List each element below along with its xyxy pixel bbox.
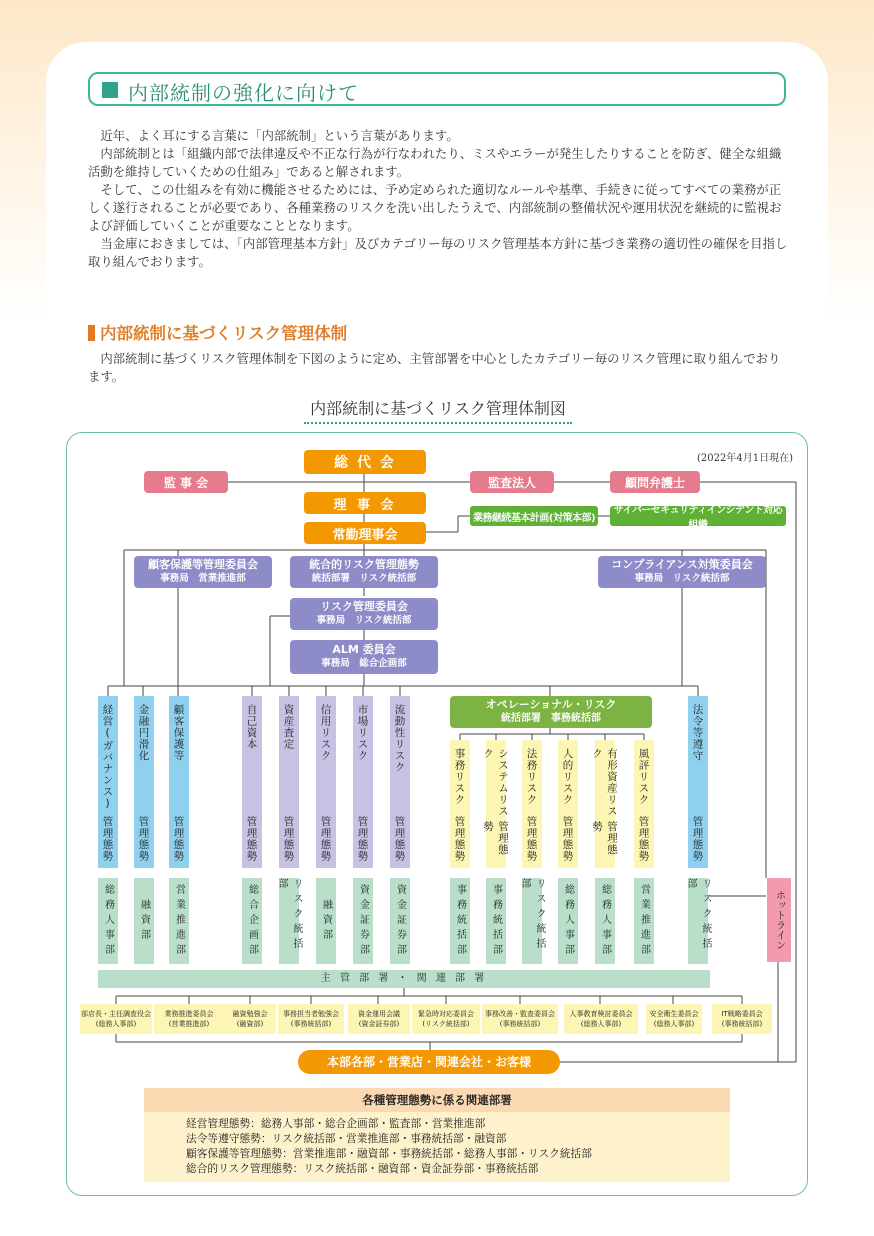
risk-column-title: 法務リスク bbox=[525, 748, 538, 806]
committee-dept: (営業推進部) bbox=[168, 1020, 210, 1028]
intro-paragraph-4: 当金庫におきましては、「内部管理基本方針」及びカテゴリー毎のリスク管理基本方針に基づき業務の適切性の確保を目指し取り組んでおります。 bbox=[88, 236, 788, 269]
kokyaku-iinkai-box bbox=[134, 556, 272, 588]
committee-dept: (総務人事部) bbox=[580, 1020, 622, 1028]
committee-name: 人事教育検討委員会 bbox=[569, 1010, 633, 1018]
committee-name: 融資勉強会 bbox=[232, 1010, 268, 1018]
risk-column-title: 市場リスク bbox=[356, 704, 369, 762]
dept-box-4: 総合企画部 bbox=[242, 878, 262, 964]
kokyaku-iinkai-name: 顧客保護等管理委員会 bbox=[148, 558, 258, 571]
risk-column-label: 管理態勢 bbox=[453, 816, 466, 862]
dept-box-6: 融資部 bbox=[316, 878, 336, 964]
dept-box-11: リスク統括部 bbox=[522, 878, 542, 964]
dept-box-13: 総務人事部 bbox=[595, 878, 615, 964]
dept-box-14: 営業推進部 bbox=[634, 878, 654, 964]
risk-column-15 bbox=[688, 696, 708, 868]
risk-column-9 bbox=[450, 740, 470, 868]
risk-column-4 bbox=[242, 696, 262, 868]
committee-dept: (事務統括部) bbox=[499, 1020, 541, 1028]
risk-column-title: 有形資産リスク bbox=[591, 748, 618, 817]
committee-box-9 bbox=[646, 1004, 702, 1034]
operational-risk-box bbox=[450, 696, 652, 728]
risk-iinkai-box bbox=[290, 598, 438, 630]
risk-column-title: 風評リスク bbox=[637, 748, 650, 806]
diagram-date: (2022年4月1日現在) bbox=[697, 453, 793, 464]
committee-name: 資金運用会議 bbox=[358, 1010, 400, 1018]
gyomu-keizoku-box: 業務継続基本計画(対策本部) bbox=[470, 506, 598, 526]
risk-column-title: 自己資本 bbox=[245, 704, 258, 750]
risk-column-label: 管理態勢 bbox=[172, 816, 185, 862]
risk-column-5 bbox=[279, 696, 299, 868]
risk-column-label: 管理態勢 bbox=[319, 816, 332, 862]
dept-box-8: 資金証券部 bbox=[390, 878, 410, 964]
risk-column-label: 管理態勢 bbox=[282, 816, 295, 862]
risk-column-label: 管理態勢 bbox=[691, 816, 704, 862]
risk-column-title: 信用リスク bbox=[319, 704, 332, 762]
committee-name: 事務改善・監査委員会 bbox=[485, 1010, 555, 1018]
risk-column-title: 人的リスク bbox=[561, 748, 574, 806]
related-line-3: 顧客保護等管理態勢：営業推進部・融資部・事務統括部・総務人事部・リスク統括部 bbox=[186, 1147, 592, 1160]
komon-box: 顧問弁護士 bbox=[610, 471, 700, 493]
dept-box-9: 事務統括部 bbox=[450, 878, 470, 964]
risk-column-label: 管理態勢 bbox=[591, 820, 618, 856]
committee-dept: (事務統括部) bbox=[721, 1020, 763, 1028]
risk-column-11 bbox=[522, 740, 542, 868]
dept-box-1: 総務人事部 bbox=[98, 878, 118, 964]
committee-box-7 bbox=[482, 1004, 558, 1034]
committee-box-3 bbox=[224, 1004, 276, 1034]
risk-column-label: 管理態勢 bbox=[137, 816, 150, 862]
related-line-1: 経営管理態勢：総務人事部・総合企画部・監査部・営業推進部 bbox=[186, 1117, 486, 1130]
committee-box-5 bbox=[348, 1004, 410, 1034]
committee-name: 部店長・主任調査役会 bbox=[81, 1010, 151, 1018]
section2-paragraph: 内部統制に基づくリスク管理体制を下図のように定め、主管部署を中心としたカテゴリー毎のリスク管理に取り組んでおります。 bbox=[88, 351, 781, 384]
dept-box-3: 営業推進部 bbox=[169, 878, 189, 964]
cyber-box: サイバーセキュリティインシデント対応組織 bbox=[610, 506, 786, 526]
committee-dept: (総務人事部) bbox=[653, 1020, 695, 1028]
committee-dept: (融資部) bbox=[236, 1020, 264, 1028]
dept-box-12: 総務人事部 bbox=[558, 878, 578, 964]
risk-iinkai-sub: 事務局 リスク統括部 bbox=[316, 615, 412, 626]
risk-column-label: 管理態勢 bbox=[356, 816, 369, 862]
committee-dept: (資金証券部) bbox=[358, 1020, 400, 1028]
committee-name: 緊急時対応委員会 bbox=[418, 1010, 474, 1018]
alm-name: ALM 委員会 bbox=[332, 643, 396, 656]
dept-box-15: リスク統括部 bbox=[688, 878, 708, 964]
risk-column-title: 事務リスク bbox=[453, 748, 466, 806]
dept-box-5: リスク統括部 bbox=[279, 878, 299, 964]
related-line-4: 総合的リスク管理態勢：リスク統括部・融資部・資金証券部・事務統括部 bbox=[186, 1162, 539, 1175]
committee-dept: (事務統括部) bbox=[290, 1020, 332, 1028]
committee-box-8 bbox=[564, 1004, 638, 1034]
committee-box-6 bbox=[412, 1004, 480, 1034]
bottom-box: 本部各部・営業店・関連会社・お客様 bbox=[298, 1050, 560, 1074]
compliance-name: コンプライアンス対策委員会 bbox=[611, 558, 753, 571]
operational-name: オペレーショナル・リスク bbox=[485, 698, 617, 711]
page-title: 内部統制の強化に向けて bbox=[128, 81, 359, 105]
risk-column-title: 経営(ガバナンス) bbox=[101, 704, 114, 811]
risk-column-title: 流動性リスク bbox=[393, 704, 406, 773]
risk-column-14 bbox=[634, 740, 654, 868]
intro-paragraph-1: 近年、よく耳にする言葉に「内部統制」という言葉があります。 bbox=[100, 128, 459, 143]
risk-column-title: システムリスク bbox=[482, 748, 509, 817]
committee-box-1 bbox=[80, 1004, 152, 1034]
risk-column-12 bbox=[558, 740, 578, 868]
compliance-box bbox=[598, 556, 766, 588]
risk-column-13 bbox=[591, 740, 618, 868]
risk-column-label: 管理態勢 bbox=[393, 816, 406, 862]
committee-name: 業務推進委員会 bbox=[164, 1010, 214, 1018]
related-line-2: 法令等遵守態勢：リスク統括部・営業推進部・事務統括部・融資部 bbox=[186, 1132, 507, 1145]
risk-column-title: 金融円滑化 bbox=[137, 704, 150, 762]
togo-risk-sub: 統括部署 リスク統括部 bbox=[311, 573, 417, 584]
operational-sub: 統括部署 事務統括部 bbox=[501, 713, 601, 724]
committee-box-4 bbox=[278, 1004, 344, 1034]
dept-box-2: 融資部 bbox=[134, 878, 154, 964]
diagram-title: 内部統制に基づくリスク管理体制図 bbox=[304, 396, 572, 424]
risk-column-10 bbox=[482, 740, 509, 868]
dept-box-7: 資金証券部 bbox=[353, 878, 373, 964]
risk-column-label: 管理態勢 bbox=[637, 816, 650, 862]
kokyaku-iinkai-sub: 事務局 営業推進部 bbox=[160, 573, 246, 584]
risk-column-2 bbox=[134, 696, 154, 868]
alm-box bbox=[290, 640, 438, 674]
shukan-bar: 主 管 部 署 ・ 関 連 部 署 bbox=[98, 970, 710, 988]
risk-column-3 bbox=[169, 696, 189, 868]
risk-column-label: 管理態勢 bbox=[482, 820, 509, 856]
risk-column-title: 顧客保護等 bbox=[172, 704, 185, 762]
risk-column-label: 管理態勢 bbox=[525, 816, 538, 862]
committee-dept: (リスク統括部) bbox=[422, 1020, 470, 1028]
risk-column-label: 管理態勢 bbox=[245, 816, 258, 862]
committee-name: 安全衛生委員会 bbox=[649, 1010, 699, 1018]
related-body bbox=[144, 1112, 730, 1182]
risk-column-label: 管理態勢 bbox=[101, 816, 114, 862]
togo-risk-name: 統合的リスク管理態勢 bbox=[309, 558, 419, 571]
risk-column-7 bbox=[353, 696, 373, 868]
dept-box-10: 事務統括部 bbox=[486, 878, 506, 964]
risk-column-6 bbox=[316, 696, 336, 868]
hotline-box: ホットライン bbox=[767, 878, 791, 962]
kansahojin-box: 監査法人 bbox=[470, 471, 554, 493]
section2-heading-text: 内部統制に基づくリスク管理体制 bbox=[100, 324, 348, 343]
risk-iinkai-name: リスク管理委員会 bbox=[320, 600, 408, 613]
risk-column-label: 管理態勢 bbox=[561, 816, 574, 862]
committee-box-2 bbox=[154, 1004, 224, 1034]
related-heading: 各種管理態勢に係る関連部署 bbox=[144, 1088, 730, 1112]
risk-column-title: 資産査定 bbox=[282, 704, 295, 750]
jokin-rijikai-box: 常勤理事会 bbox=[304, 522, 426, 544]
committee-name: 事務担当者勉強会 bbox=[283, 1010, 339, 1018]
intro-paragraph-3: そして、この仕組みを有効に機能させるためには、予め定められた適切なルールや基準、手続きに従ってすべての業務が正しく遂行されることが必要であり、各種業務のリスクを洗い出したうえで、内部統制の整備状況や運用状況を継続的に監視および評価していくことが重要なこととなります。 bbox=[88, 182, 782, 233]
committee-box-10 bbox=[712, 1004, 772, 1034]
kanjikai-box: 監 事 会 bbox=[144, 471, 228, 493]
risk-column-8 bbox=[390, 696, 410, 868]
togo-risk-box bbox=[290, 556, 438, 588]
committee-dept: (総務人事部) bbox=[95, 1020, 137, 1028]
risk-column-title: 法令等遵守 bbox=[691, 704, 704, 762]
compliance-sub: 事務局 リスク統括部 bbox=[634, 573, 730, 584]
sodaikai-box: 総 代 会 bbox=[304, 450, 426, 474]
committee-name: IT戦略委員会 bbox=[721, 1010, 763, 1018]
intro-paragraph-2: 内部統制とは「組織内部で法律違反や不正な行為が行なわれたり、ミスやエラーが発生したりすることを防ぎ、健全な組織活動を維持していくための仕組み」であると解されます。 bbox=[88, 146, 782, 179]
risk-column-1 bbox=[98, 696, 118, 868]
alm-sub: 事務局 総合企画部 bbox=[321, 658, 407, 669]
rijikai-box: 理 事 会 bbox=[304, 492, 426, 514]
